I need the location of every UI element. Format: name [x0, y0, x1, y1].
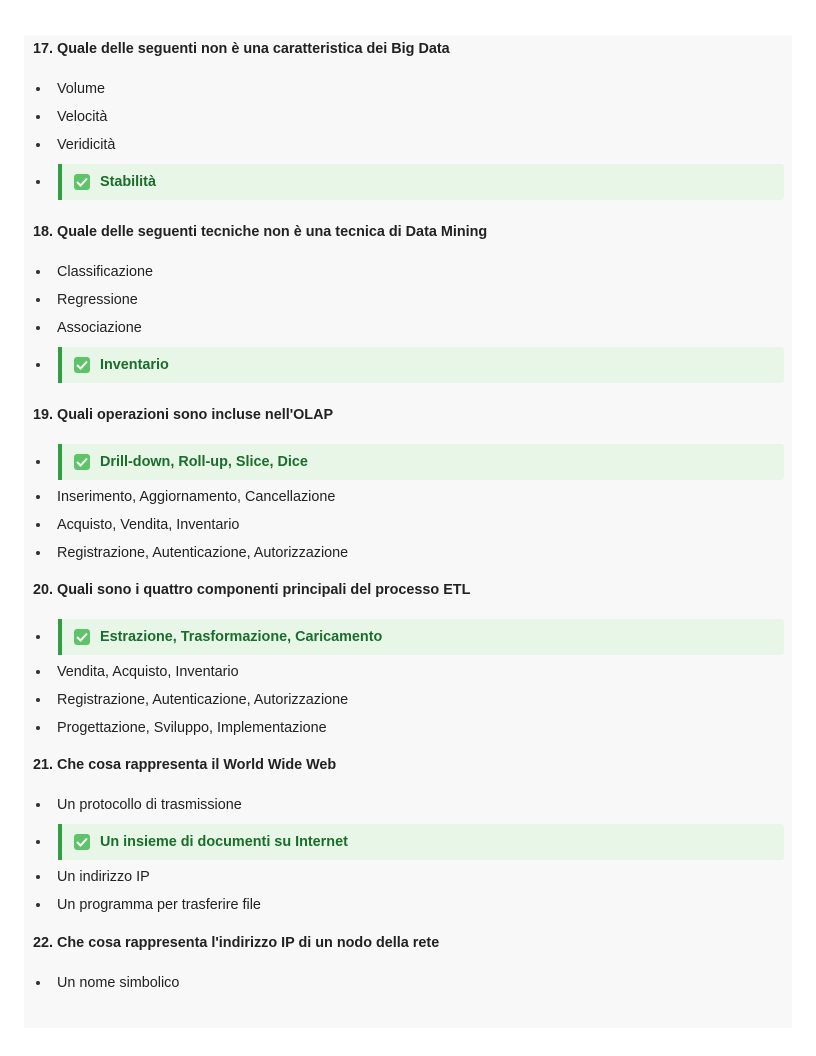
- bullet: [36, 326, 40, 330]
- option-text: Progettazione, Sviluppo, Implementazione: [57, 720, 327, 736]
- option-text: Un nome simbolico: [57, 975, 180, 991]
- option-text: Acquisto, Vendita, Inventario: [57, 517, 240, 533]
- question-title: 19. Quali operazioni sono incluse nell'OLAP: [33, 407, 334, 423]
- option-item: [24, 106, 792, 128]
- correct-answer-text: Stabilità: [100, 174, 156, 190]
- question-title: 17. Quale delle seguenti non è una caratteristica dei Big Data: [33, 41, 450, 57]
- bullet: [36, 143, 40, 147]
- correct-answer-box: [58, 619, 784, 655]
- option-text: Un programma per trasferire file: [57, 897, 261, 913]
- option-item: [24, 317, 792, 339]
- correct-answer-item: [24, 347, 792, 383]
- correct-answer-text: Drill-down, Roll-up, Slice, Dice: [100, 454, 308, 470]
- bullet: [36, 523, 40, 527]
- option-item: [24, 542, 792, 564]
- option-item: [24, 514, 792, 536]
- correct-answer-text: Inventario: [100, 357, 169, 373]
- option-text: Veridicità: [57, 137, 116, 153]
- bullet: [36, 981, 40, 985]
- option-item: [24, 289, 792, 311]
- option-text: Velocità: [57, 109, 108, 125]
- correct-answer-box: [58, 444, 784, 480]
- bullet: [36, 698, 40, 702]
- option-text: Inserimento, Aggiornamento, Cancellazione: [57, 489, 336, 505]
- option-text: Registrazione, Autenticazione, Autorizzazione: [57, 692, 349, 708]
- option-text: Associazione: [57, 320, 142, 336]
- option-item: [24, 261, 792, 283]
- correct-answer-box: [58, 347, 784, 383]
- option-text: Classificazione: [57, 264, 153, 280]
- quiz-panel: [24, 35, 792, 1028]
- bullet: [36, 726, 40, 730]
- check-icon: [74, 629, 90, 645]
- bullet: [36, 495, 40, 499]
- correct-answer-item: [24, 164, 792, 200]
- option-text: Un protocollo di trasmissione: [57, 797, 242, 813]
- bullet: [36, 87, 40, 91]
- option-item: [24, 717, 792, 739]
- correct-answer-box: [58, 824, 784, 860]
- question-title: 22. Che cosa rappresenta l'indirizzo IP di un nodo della rete: [33, 935, 440, 951]
- question-title: 21. Che cosa rappresenta il World Wide Web: [33, 757, 337, 773]
- option-text: Vendita, Acquisto, Inventario: [57, 664, 239, 680]
- correct-answer-item: [24, 619, 792, 655]
- bullet: [36, 298, 40, 302]
- correct-answer-item: [24, 824, 792, 860]
- option-text: Un indirizzo IP: [57, 869, 150, 885]
- question-title: 20. Quali sono i quattro componenti principali del processo ETL: [33, 582, 471, 598]
- bullet: [36, 115, 40, 119]
- bullet: [36, 803, 40, 807]
- option-item: [24, 866, 792, 888]
- option-text: Volume: [57, 81, 105, 97]
- option-item: [24, 972, 792, 994]
- check-icon: [74, 834, 90, 850]
- option-item: [24, 486, 792, 508]
- correct-answer-box: [58, 164, 784, 200]
- check-icon: [74, 357, 90, 373]
- option-text: Registrazione, Autenticazione, Autorizzazione: [57, 545, 349, 561]
- bullet: [36, 840, 40, 844]
- option-item: [24, 134, 792, 156]
- bullet: [36, 551, 40, 555]
- correct-answer-item: [24, 444, 792, 480]
- bullet: [36, 270, 40, 274]
- bullet: [36, 903, 40, 907]
- bullet: [36, 635, 40, 639]
- option-item: [24, 661, 792, 683]
- option-item: [24, 78, 792, 100]
- bullet: [36, 460, 40, 464]
- option-item: [24, 894, 792, 916]
- check-icon: [74, 454, 90, 470]
- bullet: [36, 875, 40, 879]
- correct-answer-text: Estrazione, Trasformazione, Caricamento: [100, 629, 383, 645]
- correct-answer-text: Un insieme di documenti su Internet: [100, 834, 348, 850]
- option-item: [24, 794, 792, 816]
- option-text: Regressione: [57, 292, 138, 308]
- check-icon: [74, 174, 90, 190]
- bullet: [36, 363, 40, 367]
- bullet: [36, 670, 40, 674]
- option-item: [24, 689, 792, 711]
- bullet: [36, 180, 40, 184]
- question-title: 18. Quale delle seguenti tecniche non è una tecnica di Data Mining: [33, 224, 488, 240]
